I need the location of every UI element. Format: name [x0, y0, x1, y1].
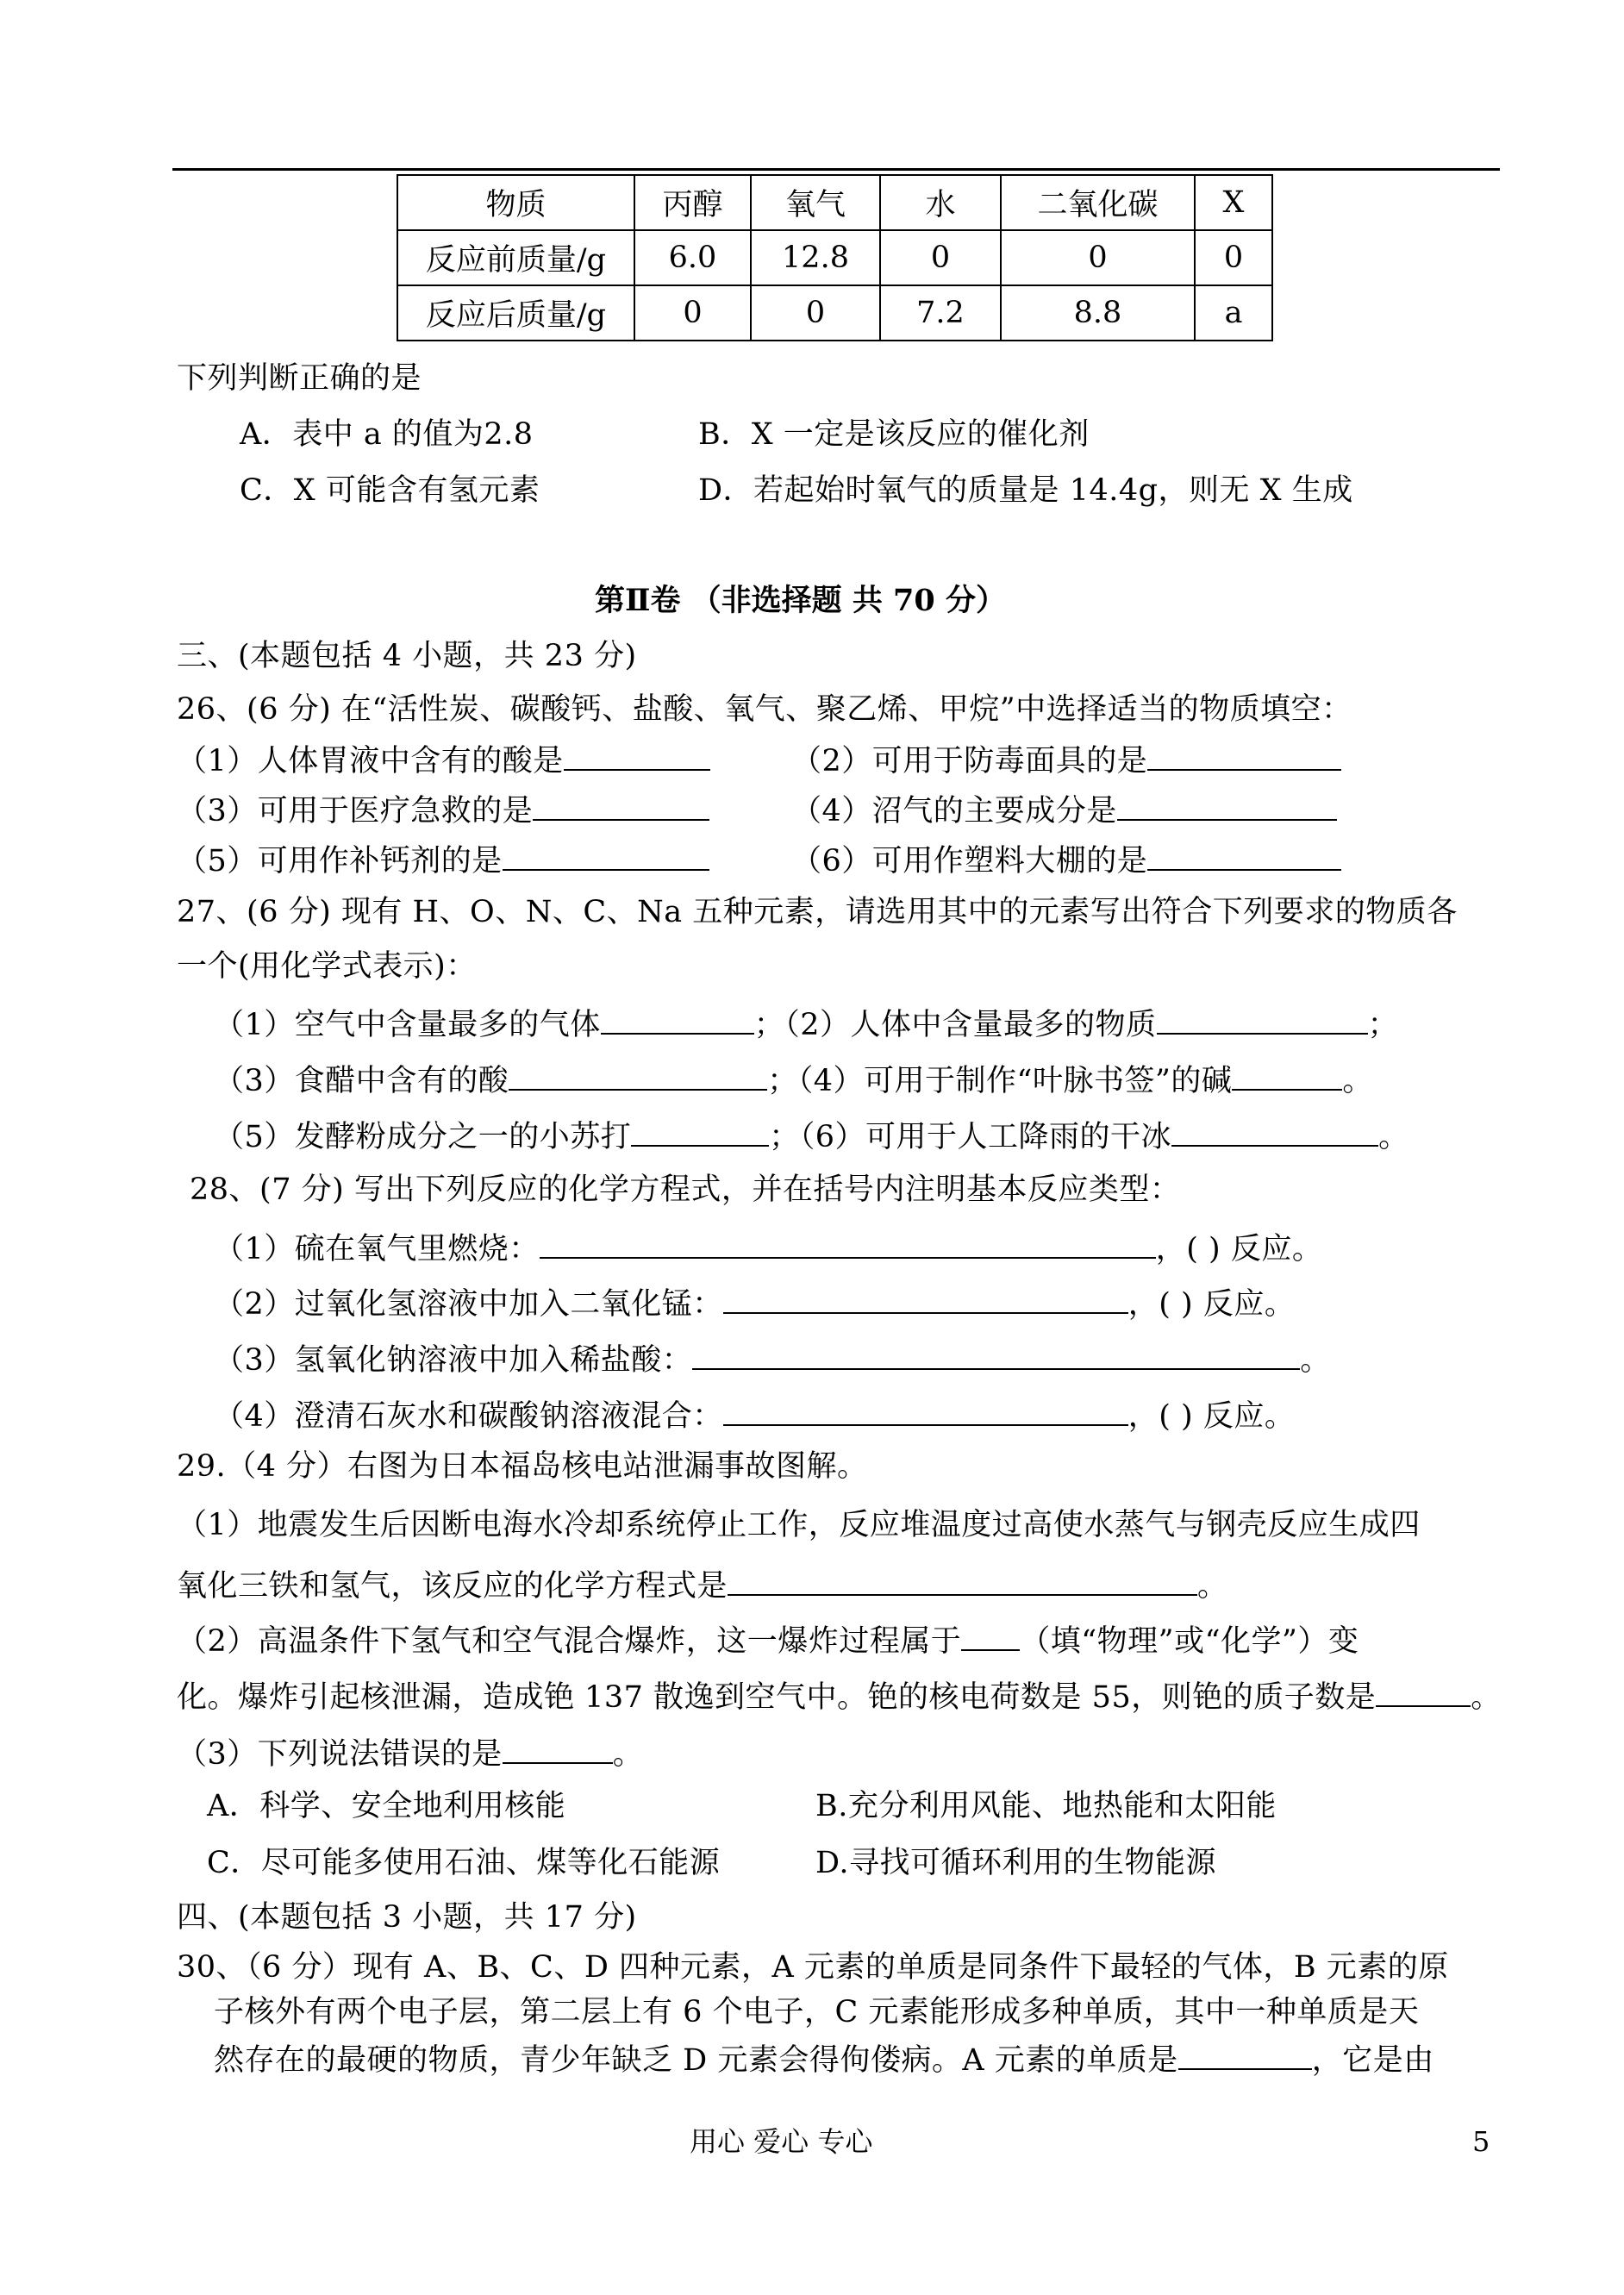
q28-item-2-text: （2）过氧化氢溶液中加入二氧化锰：	[214, 1287, 723, 1322]
answer-blank[interactable]	[728, 1565, 1197, 1596]
q25-option-b: B．X 一定是该反应的催化剂	[698, 417, 1090, 452]
answer-blank[interactable]	[723, 1395, 1128, 1426]
q27-row-1	[214, 1004, 1398, 1043]
section4-heading: 四、(本题包括 3 小题，共 17 分)	[177, 1900, 637, 1935]
q28-item-2	[214, 1283, 1295, 1323]
q27-item-5-text: （5）发酵粉成分之一的小苏打	[214, 1120, 632, 1154]
q28-item-1-text: （1）硫在氧气里燃烧：	[214, 1232, 540, 1266]
q27-punct: 。	[1378, 1120, 1409, 1154]
q29-option-d: D.寻找可循环利用的生物能源	[815, 1846, 1216, 1880]
answer-blank[interactable]	[540, 1228, 1156, 1259]
q29-punct: 。	[612, 1737, 644, 1772]
q28-reaction-type: ，( ) 反应。	[1155, 1232, 1323, 1266]
q28-reaction-type: ，( ) 反应。	[1127, 1287, 1296, 1322]
q29-part3-text: （3）下列说法错误的是	[177, 1737, 503, 1772]
q26-item-6	[791, 840, 1341, 879]
q29-part1-line1: （1）地震发生后因断电海水冷却系统停止工作，反应堆温度过高使水蒸气与钢壳反应生成四	[177, 1508, 1421, 1542]
q30-line2: 子核外有两个电子层，第二层上有 6 个电子，C 元素能形成多种单质，其中一种单质是天	[214, 1995, 1420, 2029]
q27-item-1-text: （1）空气中含量最多的气体	[214, 1008, 601, 1042]
q29-option-a: A．科学、安全地利用核能	[207, 1789, 566, 1823]
answer-blank[interactable]	[961, 1620, 1020, 1651]
q29-part2-line2	[177, 1676, 1502, 1716]
q27-item-4-text: ；（4）可用于制作“叶脉书签”的碱	[767, 1064, 1233, 1098]
table-cell: 0	[751, 285, 880, 341]
q28-item-3	[214, 1339, 1331, 1379]
table-header-cell: X	[1195, 175, 1272, 230]
answer-blank[interactable]	[1232, 1060, 1342, 1091]
answer-blank[interactable]	[1157, 1004, 1368, 1035]
mass-table	[397, 174, 1273, 341]
q29-stem: 29.（4 分）右图为日本福岛核电站泄漏事故图解。	[177, 1449, 868, 1484]
q28-stem: 28、(7 分) 写出下列反应的化学方程式，并在括号内注明基本反应类型：	[190, 1173, 1181, 1207]
table-header-row	[397, 175, 1272, 230]
section3-heading: 三、(本题包括 4 小题，共 23 分)	[177, 639, 637, 673]
header-rule	[172, 168, 1500, 171]
q27-row-2	[214, 1060, 1373, 1099]
q28-item-4	[214, 1395, 1295, 1435]
answer-blank[interactable]	[1147, 840, 1341, 871]
answer-blank[interactable]	[1171, 1116, 1378, 1147]
q29-part2-text: （2）高温条件下氢气和空气混合爆炸，这一爆炸过程属于	[177, 1624, 962, 1659]
q26-item-1-text: （1）人体胃液中含有的酸是	[177, 744, 564, 779]
answer-blank[interactable]	[1117, 790, 1337, 821]
q27-item-3-text: （3）食醋中含有的酸	[214, 1064, 509, 1098]
table-cell: 0	[634, 285, 751, 341]
table-header-cell: 水	[880, 175, 1001, 230]
q29-option-c: C．尽可能多使用石油、煤等化石能源	[207, 1846, 721, 1880]
q29-punct: 。	[1197, 1569, 1228, 1604]
q29-punct: 。	[1471, 1680, 1502, 1715]
q26-item-2-text: （2）可用于防毒面具的是	[791, 744, 1148, 779]
q27-punct: ；	[1367, 1008, 1399, 1042]
answer-blank[interactable]	[1376, 1676, 1471, 1707]
q26-item-4-text: （4）沼气的主要成分是	[791, 794, 1117, 829]
table-header-cell: 丙醇	[634, 175, 751, 230]
q28-item-1	[214, 1228, 1322, 1267]
q25-stem: 下列判断正确的是	[177, 361, 422, 396]
q26-item-5-text: （5）可用作补钙剂的是	[177, 844, 503, 879]
q30-line3-end: ，它是由	[1311, 2043, 1434, 2078]
q28-item-3-text: （3）氢氧化钠溶液中加入稀盐酸：	[214, 1343, 693, 1378]
q29-option-b: B.充分利用风能、地热能和太阳能	[815, 1789, 1277, 1823]
q27-item-6-text: ；（6）可用于人工降雨的干冰	[769, 1120, 1172, 1154]
page-number: 5	[1472, 2125, 1490, 2158]
q29-part3	[177, 1733, 643, 1773]
table-cell: 8.8	[1001, 285, 1195, 341]
q29-part2-text2: 化。爆炸引起核泄漏，造成铯 137 散逸到空气中。铯的核电荷数是 55，则铯的质子数是	[177, 1680, 1377, 1715]
q29-part2-hint: （填“物理”或“化学”）变	[1020, 1624, 1359, 1659]
q28-punct: 。	[1300, 1343, 1331, 1378]
q26-item-3-text: （3）可用于医疗急救的是	[177, 794, 534, 829]
q26-item-6-text: （6）可用作塑料大棚的是	[791, 844, 1148, 879]
table-cell: 反应前质量/g	[397, 230, 634, 285]
table-cell: 反应后质量/g	[397, 285, 634, 341]
q29-part1-text: 氧化三铁和氢气，该反应的化学方程式是	[177, 1569, 728, 1604]
q25-option-a: A．表中 a 的值为2.8	[240, 417, 534, 452]
answer-blank[interactable]	[503, 840, 709, 871]
footer-motto: 用心 爱心 专心	[690, 2125, 873, 2158]
q26-item-3	[177, 790, 709, 829]
q27-stem-line1: 27、(6 分) 现有 H、O、N、C、Na 五种元素，请选用其中的元素写出符合下列要求的物质各	[177, 895, 1458, 929]
q26-stem: 26、(6 分) 在“活性炭、碳酸钙、盐酸、氧气、聚乙烯、甲烷”中选择适当的物质填空：	[177, 692, 1352, 727]
answer-blank[interactable]	[509, 1060, 767, 1091]
answer-blank[interactable]	[564, 740, 710, 771]
q30-line1: 30、（6 分）现有 A、B、C、D 四种元素，A 元素的单质是同条件下最轻的气体，B 元素的原	[177, 1950, 1449, 1985]
answer-blank[interactable]	[503, 1733, 613, 1764]
table-cell: 12.8	[751, 230, 880, 285]
table-header-cell: 二氧化碳	[1001, 175, 1195, 230]
table-cell: 6.0	[634, 230, 751, 285]
table-cell: 0	[880, 230, 1001, 285]
answer-blank[interactable]	[631, 1116, 769, 1147]
table-header-cell: 物质	[397, 175, 634, 230]
q27-stem-line2: 一个(用化学式表示)：	[177, 949, 477, 984]
q26-item-2	[791, 740, 1341, 779]
q27-punct: 。	[1342, 1064, 1373, 1098]
q27-row-3	[214, 1116, 1409, 1155]
answer-blank[interactable]	[1178, 2039, 1312, 2070]
table-cell: 7.2	[880, 285, 1001, 341]
q26-item-1	[177, 740, 710, 779]
q30-line3	[214, 2039, 1434, 2079]
table-header-cell: 氧气	[751, 175, 880, 230]
table-cell: 0	[1001, 230, 1195, 285]
q28-item-4-text: （4）澄清石灰水和碳酸钠溶液混合：	[214, 1399, 723, 1434]
table-cell: 0	[1195, 230, 1272, 285]
answer-blank[interactable]	[533, 790, 709, 821]
answer-blank[interactable]	[1147, 740, 1341, 771]
q26-item-5	[177, 840, 709, 879]
table-cell: a	[1195, 285, 1272, 341]
answer-blank[interactable]	[723, 1283, 1128, 1314]
answer-blank[interactable]	[692, 1339, 1300, 1370]
q30-line3-text: 然存在的最硬的物质，青少年缺乏 D 元素会得佝偻病。A 元素的单质是	[214, 2043, 1178, 2078]
q26-item-4	[791, 790, 1337, 829]
part2-title: 第Ⅱ卷 （非选择题 共 70 分）	[595, 583, 1006, 618]
table-row	[397, 285, 1272, 341]
table-row	[397, 230, 1272, 285]
answer-blank[interactable]	[601, 1004, 754, 1035]
q27-item-2-text: ；（2）人体中含量最多的物质	[753, 1008, 1157, 1042]
q28-reaction-type: ，( ) 反应。	[1127, 1399, 1296, 1434]
q29-part1-line2	[177, 1565, 1228, 1604]
q25-option-d: D．若起始时氧气的质量是 14.4g，则无 X 生成	[698, 473, 1353, 508]
q25-option-c: C．X 可能含有氢元素	[240, 473, 540, 508]
q29-part2-line1	[177, 1620, 1359, 1660]
